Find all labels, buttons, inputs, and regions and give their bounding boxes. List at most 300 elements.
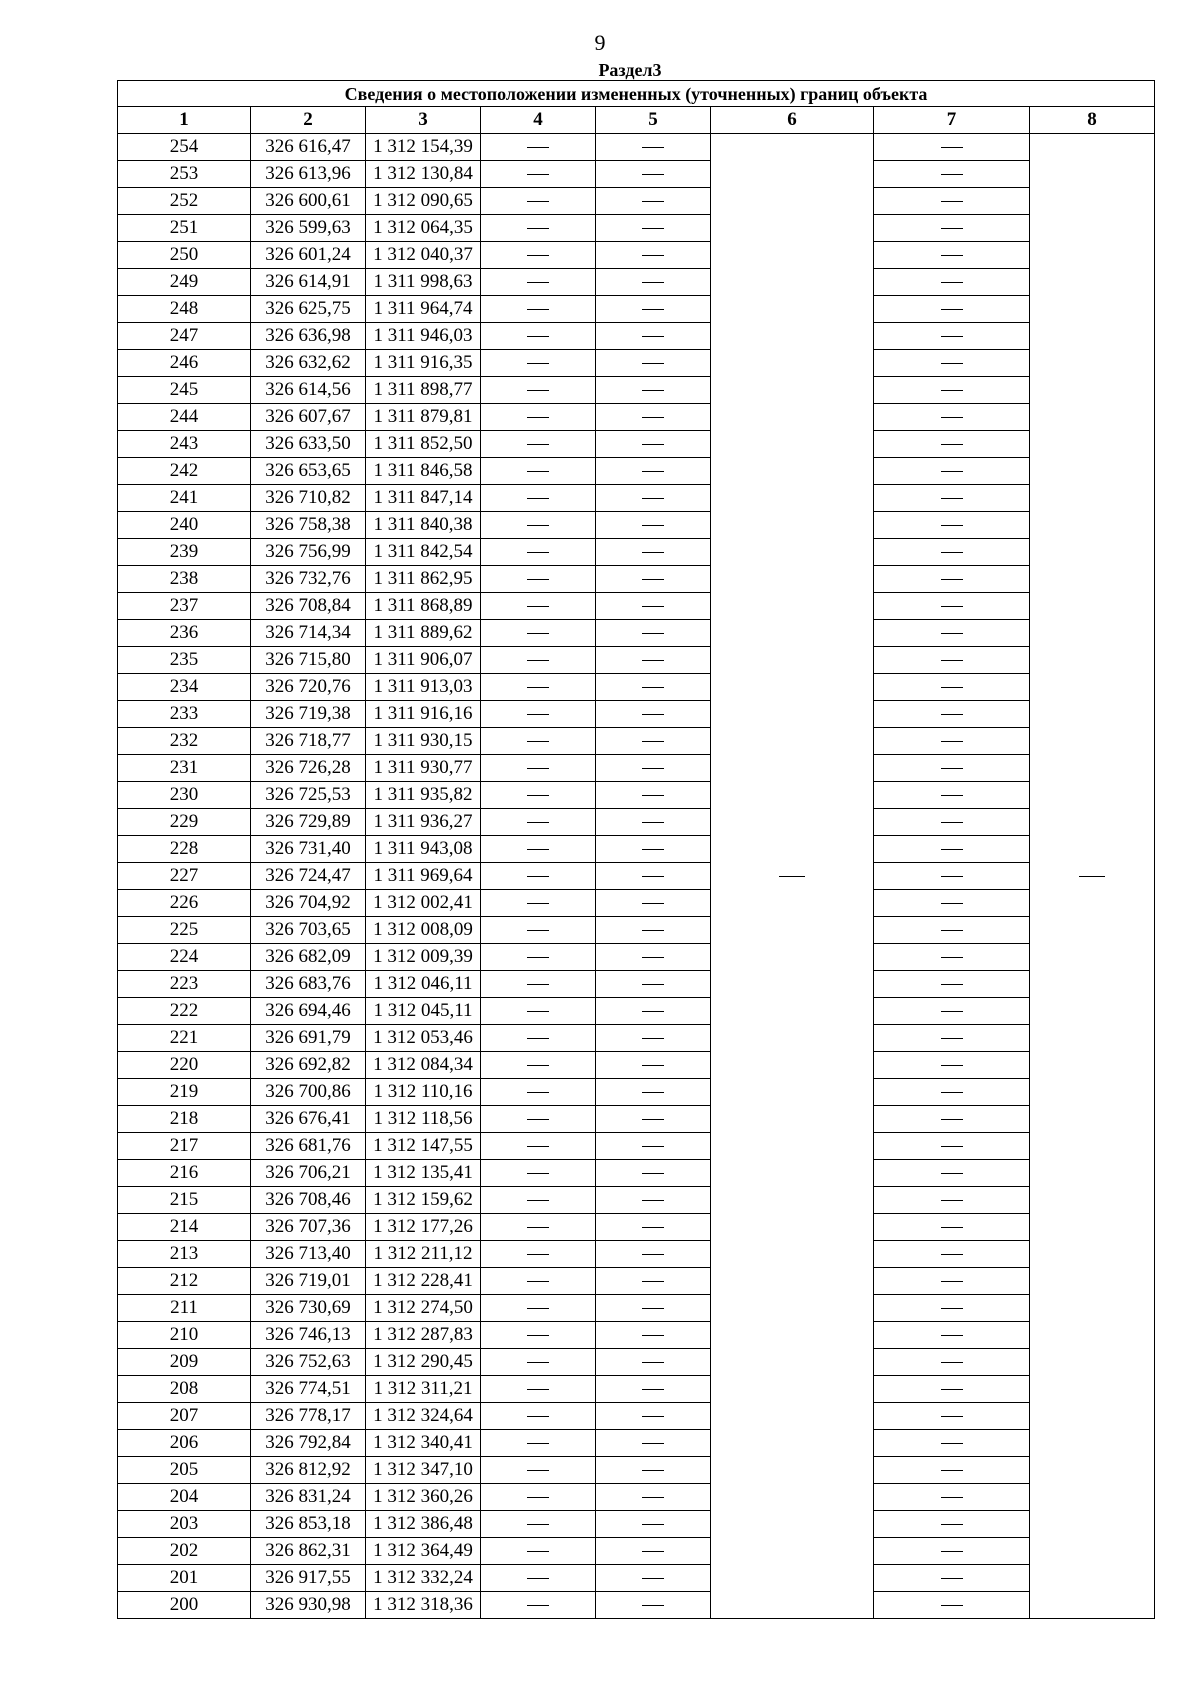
point-number-cell: 217	[118, 1133, 251, 1160]
empty-value-cell	[874, 1511, 1030, 1538]
dash-mark	[642, 660, 664, 661]
empty-value-cell	[596, 647, 711, 674]
column-header: 7	[874, 107, 1030, 134]
empty-value-cell	[596, 377, 711, 404]
dash-mark	[941, 795, 963, 796]
dash-mark	[941, 930, 963, 931]
empty-value-cell	[481, 836, 596, 863]
dash-mark	[941, 1173, 963, 1174]
table-row	[118, 674, 1155, 701]
table-row	[118, 1025, 1155, 1052]
dash-mark	[941, 1416, 963, 1417]
table-row	[118, 1430, 1155, 1457]
dash-mark	[941, 1254, 963, 1255]
point-number-cell: 220	[118, 1052, 251, 1079]
column-header: 2	[251, 107, 366, 134]
empty-value-cell	[874, 215, 1030, 242]
y-coordinate-cell: 1 311 998,63	[366, 269, 481, 296]
point-number-cell: 205	[118, 1457, 251, 1484]
x-coordinate-cell: 326 752,63	[251, 1349, 366, 1376]
empty-value-cell	[596, 1052, 711, 1079]
y-coordinate-cell: 1 312 009,39	[366, 944, 481, 971]
empty-value-cell	[596, 566, 711, 593]
y-coordinate-cell: 1 311 946,03	[366, 323, 481, 350]
empty-value-cell	[596, 1511, 711, 1538]
empty-value-cell	[481, 1187, 596, 1214]
table-row	[118, 215, 1155, 242]
dash-mark	[527, 957, 549, 958]
empty-value-cell	[874, 1133, 1030, 1160]
table-row	[118, 539, 1155, 566]
dash-mark	[642, 1362, 664, 1363]
empty-value-cell	[596, 1376, 711, 1403]
x-coordinate-cell: 326 681,76	[251, 1133, 366, 1160]
empty-value-cell	[596, 836, 711, 863]
empty-value-cell	[596, 863, 711, 890]
empty-value-cell	[481, 512, 596, 539]
dash-mark	[642, 876, 664, 877]
dash-mark	[642, 471, 664, 472]
dash-mark	[642, 1578, 664, 1579]
column-number-row	[118, 107, 1155, 134]
x-coordinate-cell: 326 725,53	[251, 782, 366, 809]
dash-mark	[527, 444, 549, 445]
empty-value-cell	[481, 1538, 596, 1565]
dash-mark	[941, 633, 963, 634]
empty-value-cell	[874, 728, 1030, 755]
dash-mark	[527, 201, 549, 202]
y-coordinate-cell: 1 311 964,74	[366, 296, 481, 323]
empty-value-cell	[481, 1349, 596, 1376]
table-row	[118, 242, 1155, 269]
empty-value-cell	[596, 134, 711, 161]
dash-mark	[642, 552, 664, 553]
dash-mark	[527, 1308, 549, 1309]
dash-mark	[941, 984, 963, 985]
point-number-cell: 212	[118, 1268, 251, 1295]
dash-mark	[527, 1173, 549, 1174]
point-number-cell: 240	[118, 512, 251, 539]
x-coordinate-cell: 326 633,50	[251, 431, 366, 458]
point-number-cell: 249	[118, 269, 251, 296]
dash-mark	[527, 714, 549, 715]
empty-value-cell	[481, 215, 596, 242]
dash-mark	[527, 1551, 549, 1552]
empty-value-cell	[874, 998, 1030, 1025]
dash-mark	[642, 255, 664, 256]
dash-mark	[527, 1497, 549, 1498]
dash-mark	[642, 741, 664, 742]
point-number-cell: 226	[118, 890, 251, 917]
y-coordinate-cell: 1 311 935,82	[366, 782, 481, 809]
table-row	[118, 755, 1155, 782]
dash-mark	[941, 687, 963, 688]
empty-value-cell	[874, 296, 1030, 323]
y-coordinate-cell: 1 311 916,16	[366, 701, 481, 728]
dash-mark	[642, 1416, 664, 1417]
empty-value-cell	[596, 188, 711, 215]
point-number-cell: 235	[118, 647, 251, 674]
dash-mark	[941, 1335, 963, 1336]
empty-value-cell	[596, 1538, 711, 1565]
empty-value-cell	[874, 1376, 1030, 1403]
table-row	[118, 188, 1155, 215]
dash-mark	[527, 1389, 549, 1390]
x-coordinate-cell: 326 715,80	[251, 647, 366, 674]
x-coordinate-cell: 326 607,67	[251, 404, 366, 431]
y-coordinate-cell: 1 311 842,54	[366, 539, 481, 566]
table-row	[118, 134, 1155, 161]
point-number-cell: 231	[118, 755, 251, 782]
empty-value-cell	[874, 1322, 1030, 1349]
point-number-cell: 230	[118, 782, 251, 809]
empty-value-cell	[874, 1565, 1030, 1592]
empty-value-cell	[874, 350, 1030, 377]
dash-mark	[941, 822, 963, 823]
y-coordinate-cell: 1 312 324,64	[366, 1403, 481, 1430]
dash-mark	[527, 1281, 549, 1282]
dash-mark	[941, 957, 963, 958]
dash-mark	[642, 498, 664, 499]
empty-value-cell	[481, 377, 596, 404]
y-coordinate-cell: 1 312 135,41	[366, 1160, 481, 1187]
x-coordinate-cell: 326 703,65	[251, 917, 366, 944]
dash-mark	[941, 390, 963, 391]
dash-mark	[941, 444, 963, 445]
empty-value-cell	[874, 917, 1030, 944]
dash-mark	[642, 1335, 664, 1336]
dash-mark	[642, 687, 664, 688]
x-coordinate-cell: 326 917,55	[251, 1565, 366, 1592]
dash-mark	[941, 1308, 963, 1309]
empty-value-cell	[481, 1214, 596, 1241]
empty-value-cell	[596, 1484, 711, 1511]
x-coordinate-cell: 326 713,40	[251, 1241, 366, 1268]
page-number: 9	[594, 30, 606, 55]
y-coordinate-cell: 1 312 340,41	[366, 1430, 481, 1457]
empty-value-cell	[481, 1322, 596, 1349]
x-coordinate-cell: 326 710,82	[251, 485, 366, 512]
column-header: 3	[366, 107, 481, 134]
empty-value-cell	[596, 512, 711, 539]
x-coordinate-cell: 326 714,34	[251, 620, 366, 647]
empty-value-cell	[481, 1376, 596, 1403]
empty-value-cell	[481, 1133, 596, 1160]
x-coordinate-cell: 326 831,24	[251, 1484, 366, 1511]
dash-mark	[527, 1038, 549, 1039]
dash-mark	[642, 525, 664, 526]
empty-value-cell	[481, 782, 596, 809]
empty-value-cell	[596, 998, 711, 1025]
empty-value-cell	[481, 539, 596, 566]
empty-value-cell	[874, 1160, 1030, 1187]
y-coordinate-cell: 1 312 159,62	[366, 1187, 481, 1214]
point-number-cell: 245	[118, 377, 251, 404]
y-coordinate-cell: 1 312 064,35	[366, 215, 481, 242]
table-row	[118, 1376, 1155, 1403]
y-coordinate-cell: 1 312 008,09	[366, 917, 481, 944]
empty-value-cell	[596, 1241, 711, 1268]
empty-value-cell	[874, 1052, 1030, 1079]
y-coordinate-cell: 1 311 862,95	[366, 566, 481, 593]
y-coordinate-cell: 1 312 118,56	[366, 1106, 481, 1133]
table-row	[118, 1241, 1155, 1268]
dash-mark	[941, 1092, 963, 1093]
y-coordinate-cell: 1 312 290,45	[366, 1349, 481, 1376]
table-row	[118, 1403, 1155, 1430]
empty-value-cell	[596, 593, 711, 620]
point-number-cell: 248	[118, 296, 251, 323]
empty-value-cell	[481, 1241, 596, 1268]
dash-mark	[642, 1146, 664, 1147]
x-coordinate-cell: 326 718,77	[251, 728, 366, 755]
dash-mark	[642, 1254, 664, 1255]
empty-value-cell	[874, 890, 1030, 917]
empty-value-cell	[596, 674, 711, 701]
dash-mark	[642, 957, 664, 958]
dash-mark	[941, 1200, 963, 1201]
empty-value-cell	[596, 539, 711, 566]
x-coordinate-cell: 326 729,89	[251, 809, 366, 836]
dash-mark	[941, 1470, 963, 1471]
point-number-cell: 208	[118, 1376, 251, 1403]
empty-value-cell	[596, 161, 711, 188]
y-coordinate-cell: 1 312 318,36	[366, 1592, 481, 1619]
y-coordinate-cell: 1 311 868,89	[366, 593, 481, 620]
empty-value-cell	[481, 1592, 596, 1619]
empty-value-cell	[874, 1430, 1030, 1457]
x-coordinate-cell: 326 720,76	[251, 674, 366, 701]
empty-value-cell	[481, 323, 596, 350]
point-number-cell: 253	[118, 161, 251, 188]
point-number-cell: 215	[118, 1187, 251, 1214]
dash-mark	[642, 795, 664, 796]
section-title: Раздел3	[598, 60, 662, 80]
point-number-cell: 202	[118, 1538, 251, 1565]
point-number-cell: 206	[118, 1430, 251, 1457]
dash-mark	[642, 282, 664, 283]
empty-value-cell	[596, 1025, 711, 1052]
dash-mark	[527, 984, 549, 985]
empty-value-cell	[874, 1295, 1030, 1322]
table-row	[118, 1268, 1155, 1295]
dash-mark	[527, 552, 549, 553]
y-coordinate-cell: 1 311 898,77	[366, 377, 481, 404]
empty-value-cell	[874, 512, 1030, 539]
y-coordinate-cell: 1 312 090,65	[366, 188, 481, 215]
y-coordinate-cell: 1 311 969,64	[366, 863, 481, 890]
empty-value-cell	[481, 890, 596, 917]
table-body	[118, 134, 1155, 1619]
dash-mark	[642, 849, 664, 850]
dash-mark	[527, 309, 549, 310]
table-row	[118, 998, 1155, 1025]
point-number-cell: 204	[118, 1484, 251, 1511]
dash-mark	[642, 822, 664, 823]
dash-mark	[642, 1092, 664, 1093]
point-number-cell: 225	[118, 917, 251, 944]
dash-mark	[527, 1254, 549, 1255]
y-coordinate-cell: 1 311 930,77	[366, 755, 481, 782]
dash-mark	[941, 903, 963, 904]
y-coordinate-cell: 1 312 360,26	[366, 1484, 481, 1511]
y-coordinate-cell: 1 311 906,07	[366, 647, 481, 674]
column-6-merged-cell	[711, 134, 874, 1619]
dash-mark	[527, 228, 549, 229]
dash-mark	[941, 579, 963, 580]
x-coordinate-cell: 326 613,96	[251, 161, 366, 188]
dash-mark	[941, 849, 963, 850]
dash-mark	[642, 1119, 664, 1120]
table-row	[118, 620, 1155, 647]
empty-value-cell	[596, 431, 711, 458]
table-row	[118, 863, 1155, 890]
empty-value-cell	[481, 485, 596, 512]
dash-mark	[527, 417, 549, 418]
empty-value-cell	[874, 431, 1030, 458]
point-number-cell: 234	[118, 674, 251, 701]
table-row	[118, 1592, 1155, 1619]
y-coordinate-cell: 1 312 211,12	[366, 1241, 481, 1268]
x-coordinate-cell: 326 616,47	[251, 134, 366, 161]
empty-value-cell	[874, 1025, 1030, 1052]
y-coordinate-cell: 1 312 045,11	[366, 998, 481, 1025]
x-coordinate-cell: 326 600,61	[251, 188, 366, 215]
x-coordinate-cell: 326 731,40	[251, 836, 366, 863]
table-row	[118, 458, 1155, 485]
dash-mark	[779, 876, 805, 877]
y-coordinate-cell: 1 312 084,34	[366, 1052, 481, 1079]
empty-value-cell	[481, 1295, 596, 1322]
dash-mark	[527, 876, 549, 877]
dash-mark	[642, 768, 664, 769]
point-number-cell: 244	[118, 404, 251, 431]
dash-mark	[642, 1227, 664, 1228]
empty-value-cell	[596, 215, 711, 242]
table-row	[118, 377, 1155, 404]
dash-mark	[642, 1551, 664, 1552]
point-number-cell: 224	[118, 944, 251, 971]
empty-value-cell	[596, 1592, 711, 1619]
empty-value-cell	[481, 593, 596, 620]
point-number-cell: 218	[118, 1106, 251, 1133]
table-row	[118, 1160, 1155, 1187]
dash-mark	[941, 498, 963, 499]
table-row	[118, 431, 1155, 458]
dash-mark	[527, 1443, 549, 1444]
dash-mark	[642, 1443, 664, 1444]
y-coordinate-cell: 1 312 040,37	[366, 242, 481, 269]
dash-mark	[527, 1119, 549, 1120]
point-number-cell: 233	[118, 701, 251, 728]
empty-value-cell	[481, 1052, 596, 1079]
dash-mark	[527, 255, 549, 256]
empty-value-cell	[596, 944, 711, 971]
empty-value-cell	[481, 1268, 596, 1295]
empty-value-cell	[874, 863, 1030, 890]
table-row	[118, 836, 1155, 863]
column-8-merged-cell	[1030, 134, 1155, 1619]
dash-mark	[941, 309, 963, 310]
empty-value-cell	[596, 350, 711, 377]
point-number-cell: 232	[118, 728, 251, 755]
dash-mark	[941, 1227, 963, 1228]
dash-mark	[527, 525, 549, 526]
empty-value-cell	[481, 755, 596, 782]
empty-value-cell	[874, 188, 1030, 215]
table-row	[118, 1349, 1155, 1376]
dash-mark	[941, 525, 963, 526]
point-number-cell: 238	[118, 566, 251, 593]
table-row	[118, 1079, 1155, 1106]
x-coordinate-cell: 326 853,18	[251, 1511, 366, 1538]
y-coordinate-cell: 1 311 879,81	[366, 404, 481, 431]
empty-value-cell	[596, 620, 711, 647]
empty-value-cell	[481, 188, 596, 215]
dash-mark	[642, 228, 664, 229]
dash-mark	[527, 471, 549, 472]
dash-mark	[527, 768, 549, 769]
dash-mark	[941, 1362, 963, 1363]
x-coordinate-cell: 326 653,65	[251, 458, 366, 485]
column-header: 4	[481, 107, 596, 134]
table-row	[118, 404, 1155, 431]
empty-value-cell	[874, 944, 1030, 971]
x-coordinate-cell: 326 706,21	[251, 1160, 366, 1187]
y-coordinate-cell: 1 312 311,21	[366, 1376, 481, 1403]
table-row	[118, 1295, 1155, 1322]
point-number-cell: 211	[118, 1295, 251, 1322]
column-header: 1	[118, 107, 251, 134]
dash-mark	[527, 1578, 549, 1579]
empty-value-cell	[596, 1187, 711, 1214]
empty-value-cell	[481, 269, 596, 296]
table-row	[118, 1484, 1155, 1511]
dash-mark	[527, 1416, 549, 1417]
dash-mark	[527, 1605, 549, 1606]
dash-mark	[941, 1065, 963, 1066]
y-coordinate-cell: 1 312 154,39	[366, 134, 481, 161]
point-number-cell: 254	[118, 134, 251, 161]
empty-value-cell	[874, 1592, 1030, 1619]
point-number-cell: 216	[118, 1160, 251, 1187]
empty-value-cell	[481, 674, 596, 701]
point-number-cell: 203	[118, 1511, 251, 1538]
y-coordinate-cell: 1 312 347,10	[366, 1457, 481, 1484]
dash-mark	[527, 795, 549, 796]
dash-mark	[941, 147, 963, 148]
dash-mark	[941, 1578, 963, 1579]
point-number-cell: 236	[118, 620, 251, 647]
y-coordinate-cell: 1 312 002,41	[366, 890, 481, 917]
empty-value-cell	[481, 728, 596, 755]
dash-mark	[642, 390, 664, 391]
empty-value-cell	[874, 674, 1030, 701]
dash-mark	[527, 147, 549, 148]
empty-value-cell	[874, 566, 1030, 593]
dash-mark	[941, 876, 963, 877]
point-number-cell: 243	[118, 431, 251, 458]
dash-mark	[642, 336, 664, 337]
empty-value-cell	[481, 1403, 596, 1430]
empty-value-cell	[481, 1565, 596, 1592]
x-coordinate-cell: 326 707,36	[251, 1214, 366, 1241]
table-row	[118, 323, 1155, 350]
empty-value-cell	[596, 1160, 711, 1187]
dash-mark	[642, 579, 664, 580]
y-coordinate-cell: 1 311 889,62	[366, 620, 481, 647]
dash-mark	[527, 633, 549, 634]
